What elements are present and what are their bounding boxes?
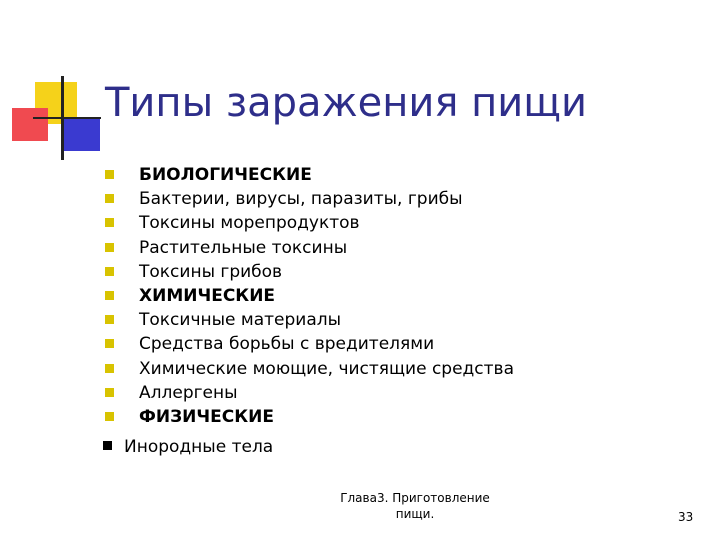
square-bullet-icon: [105, 291, 114, 300]
square-bullet-icon: [105, 267, 114, 276]
bullet-item: [105, 187, 514, 211]
decor-horizontal-line: [33, 117, 101, 119]
square-bullet-icon: [105, 315, 114, 324]
bullet-text: Химические моющие, чистящие средства: [139, 358, 514, 379]
black-square-bullet-icon: [103, 441, 112, 450]
square-bullet-icon: [105, 218, 114, 227]
bullet-item: [105, 357, 514, 381]
decor-blue-square: [62, 117, 100, 151]
bullet-text: Бактерии, вирусы, паразиты, грибы: [139, 189, 463, 210]
bullet-item: [105, 163, 514, 187]
bullet-text: ФИЗИЧЕСКИЕ: [139, 406, 274, 427]
slide-title: Типы заражения пищи: [105, 80, 587, 126]
bullet-item: [105, 308, 514, 332]
footer-line: пищи.: [395, 507, 435, 521]
bullet-text: Средства борьбы с вредителями: [139, 334, 435, 355]
bullet-text: БИОЛОГИЧЕСКИЕ: [139, 165, 312, 185]
bullet-item: [105, 211, 514, 235]
bullet-item: [105, 284, 514, 308]
sub-bullet-text: Инородные тела: [124, 437, 274, 457]
bullet-text: Аллергены: [139, 382, 238, 403]
bullet-item: [105, 236, 514, 260]
footer-chapter: [300, 490, 530, 522]
bullet-text: Токсины морепродуктов: [139, 213, 360, 234]
page-number: 33: [678, 510, 694, 524]
bullet-text: Растительные токсины: [139, 237, 348, 258]
bullet-item: [105, 332, 514, 356]
bullet-item: [105, 381, 514, 405]
sub-bullet-item: [103, 437, 273, 457]
square-bullet-icon: [105, 194, 114, 203]
bullet-item: [105, 405, 514, 429]
bullet-item: [105, 260, 514, 284]
square-bullet-icon: [105, 364, 114, 373]
footer-line: Глава3. Приготовление: [340, 491, 490, 505]
bullet-list: [105, 163, 514, 429]
square-bullet-icon: [105, 412, 114, 421]
square-bullet-icon: [105, 339, 114, 348]
square-bullet-icon: [105, 243, 114, 252]
decor-red-square: [12, 108, 48, 141]
bullet-text: Токсичные материалы: [139, 310, 342, 331]
square-bullet-icon: [105, 170, 114, 179]
bullet-text: ХИМИЧЕСКИЕ: [139, 285, 276, 306]
bullet-text: Токсины грибов: [139, 261, 283, 282]
square-bullet-icon: [105, 388, 114, 397]
